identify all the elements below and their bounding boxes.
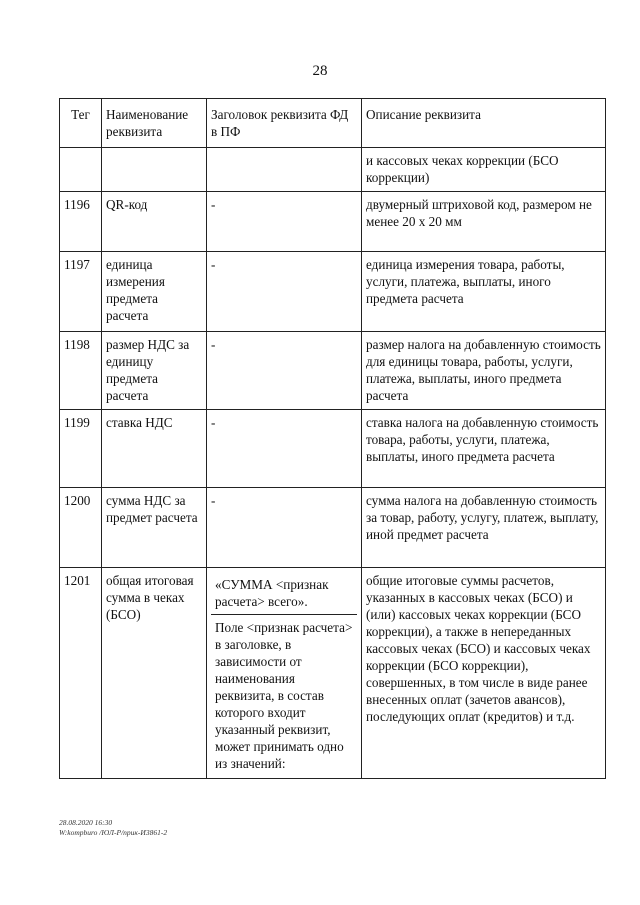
table-header-row bbox=[60, 99, 606, 148]
row-tag: 1197 bbox=[60, 252, 102, 332]
page-number: 28 bbox=[312, 63, 328, 79]
row-tag: 1200 bbox=[60, 488, 102, 568]
row-description: размер налога на добавленную стоимость для единицы товара, работы, услуги, платежа, выплаты, иного предмета расчета bbox=[362, 332, 606, 410]
row-name: ставка НДС bbox=[102, 410, 207, 488]
row-header bbox=[207, 148, 362, 192]
table-row bbox=[60, 410, 606, 488]
header-description: Описание реквизита bbox=[362, 99, 606, 148]
row-name bbox=[102, 148, 207, 192]
header-title: Заголовок реквизита ФД в ПФ bbox=[207, 99, 362, 148]
row-description: сумма налога на добавленную стоимость за товар, работу, услугу, платеж, выплату, иной предмет расчета bbox=[362, 488, 606, 568]
row-description: двумерный штриховой код, размером не менее 20 х 20 мм bbox=[362, 192, 606, 252]
table-row bbox=[60, 568, 606, 779]
footer-path: W:kompburo /ЮЛ-Р/прик-И3861-2 bbox=[59, 828, 168, 837]
row-tag: 1199 bbox=[60, 410, 102, 488]
header-tag: Тег bbox=[60, 99, 102, 148]
row-description: ставка налога на добавленную стоимость товара, работы, услуги, платежа, выплаты, иного предмета расчета bbox=[362, 410, 606, 488]
header-name: Наименование реквизита bbox=[102, 99, 207, 148]
row-tag: 1201 bbox=[60, 568, 102, 779]
row-header-split bbox=[207, 568, 362, 779]
footer-timestamp: 28.08.2020 16:30 bbox=[59, 818, 113, 827]
row-description: единица измерения товара, работы, услуги, платежа, выплаты, иного предмета расчета bbox=[362, 252, 606, 332]
table-row bbox=[60, 332, 606, 410]
row-name: единица измерения предмета расчета bbox=[102, 252, 207, 332]
row-header: - bbox=[207, 192, 362, 252]
row-tag bbox=[60, 148, 102, 192]
row-description: общие итоговые суммы расчетов, указанных в кассовых чеках (БСО) и (или) кассовых чеках коррекции (БСО коррекции), а также в непереданных кассовых чеках (БСО) и кассовых чеках коррекции (БСО коррекции), совершенных, в том числе в виде ранее внесенных оплат (зачетов авансов), последующих оплат (кредитов) и т.д. bbox=[362, 568, 606, 779]
row-description: и кассовых чеках коррекции (БСО коррекции) bbox=[362, 148, 606, 192]
row-header: - bbox=[207, 332, 362, 410]
table-row bbox=[60, 252, 606, 332]
requisites-table bbox=[59, 98, 606, 779]
row-name: размер НДС за единицу предмета расчета bbox=[102, 332, 207, 410]
row-header: - bbox=[207, 488, 362, 568]
row-header-top: «СУММА <признак расчета> всего». bbox=[211, 572, 357, 615]
row-name: QR-код bbox=[102, 192, 207, 252]
table-row bbox=[60, 148, 606, 192]
row-tag: 1198 bbox=[60, 332, 102, 410]
table-row bbox=[60, 192, 606, 252]
row-name: сумма НДС за предмет расчета bbox=[102, 488, 207, 568]
row-header-bottom: Поле <признак расчета> в заголовке, в зависимости от наименования реквизита, в состав которого входит указанный реквизит, может принимать одно из значений: bbox=[215, 620, 353, 771]
row-header: - bbox=[207, 252, 362, 332]
row-tag: 1196 bbox=[60, 192, 102, 252]
document-footer bbox=[59, 818, 167, 838]
table-row bbox=[60, 488, 606, 568]
row-header: - bbox=[207, 410, 362, 488]
row-name: общая итоговая сумма в чеках (БСО) bbox=[102, 568, 207, 779]
